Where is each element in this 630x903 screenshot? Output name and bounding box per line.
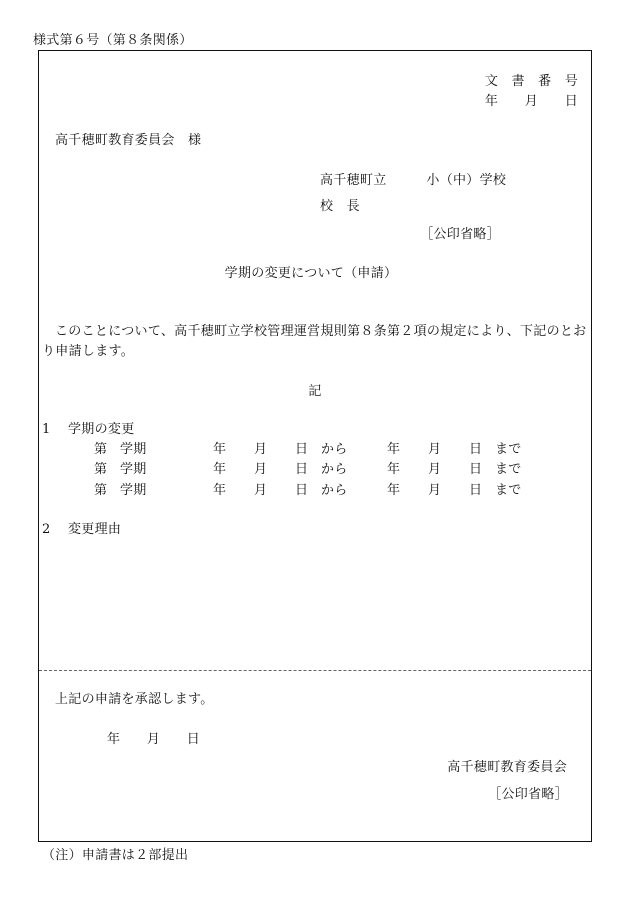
from-month-label: 月 [254,462,268,477]
section2-heading: 変更理由 [68,522,122,537]
to-day-label: 日 [469,483,483,498]
from-month-label: 月 [254,442,268,457]
to-word: まで [495,483,522,498]
approval-seal-omitted: ［公印省略］ [488,787,568,802]
from-day-label: 日 [295,442,309,457]
from-year-label: 年 [213,483,227,498]
to-day-label: 日 [469,462,483,477]
body-paragraph: このことについて、高千穂町立学校管理運営規則第８条第２項の規定により、下記のとおり申請します。 [42,324,587,359]
document-number-label: 文 書 番 号 [484,74,578,89]
from-day-label: 日 [295,483,309,498]
term-prefix: 第 [94,483,108,498]
from-word: から [321,442,348,457]
sender-seal-omitted: ［公印省略］ [420,227,500,242]
to-word: まで [495,442,522,457]
term-suffix: 学期 [120,442,147,457]
to-year-label: 年 [387,462,401,477]
to-month-label: 月 [428,462,442,477]
approval-issuer: 高千穂町教育委員会 [447,760,567,775]
to-day-label: 日 [469,442,483,457]
from-year-label: 年 [213,462,227,477]
dashed-divider [39,670,591,671]
document-title: 学期の変更について（申請） [224,266,398,281]
to-month-label: 月 [428,442,442,457]
term-suffix: 学期 [120,483,147,498]
section1-heading: 学期の変更 [68,422,135,437]
addressee: 高千穂町教育委員会 様 [55,133,202,148]
term-suffix: 学期 [120,462,147,477]
form-label: 様式第６号（第８条関係） [33,33,193,48]
to-year-label: 年 [387,442,401,457]
document-date-label: 年 月 日 [484,94,578,109]
approval-date-label: 年 月 日 [107,732,201,747]
term-change-row [0,483,630,499]
footnote: （注）申請書は２部提出 [42,848,189,863]
section1-number: 1 [42,422,51,437]
term-change-row [0,462,630,478]
to-month-label: 月 [428,483,442,498]
from-word: から [321,483,348,498]
term-prefix: 第 [94,442,108,457]
section2-number: 2 [42,522,51,537]
from-year-label: 年 [213,442,227,457]
term-change-row [0,442,630,458]
to-year-label: 年 [387,483,401,498]
from-month-label: 月 [254,483,268,498]
sender-principal: 校 長 [320,199,360,214]
term-prefix: 第 [94,462,108,477]
to-word: まで [495,462,522,477]
from-word: から [321,462,348,477]
approval-statement: 上記の申請を承認します。 [55,692,214,707]
from-day-label: 日 [295,462,309,477]
sender-school: 高千穂町立 小（中）学校 [320,173,507,188]
ki-heading: 記 [308,384,322,399]
